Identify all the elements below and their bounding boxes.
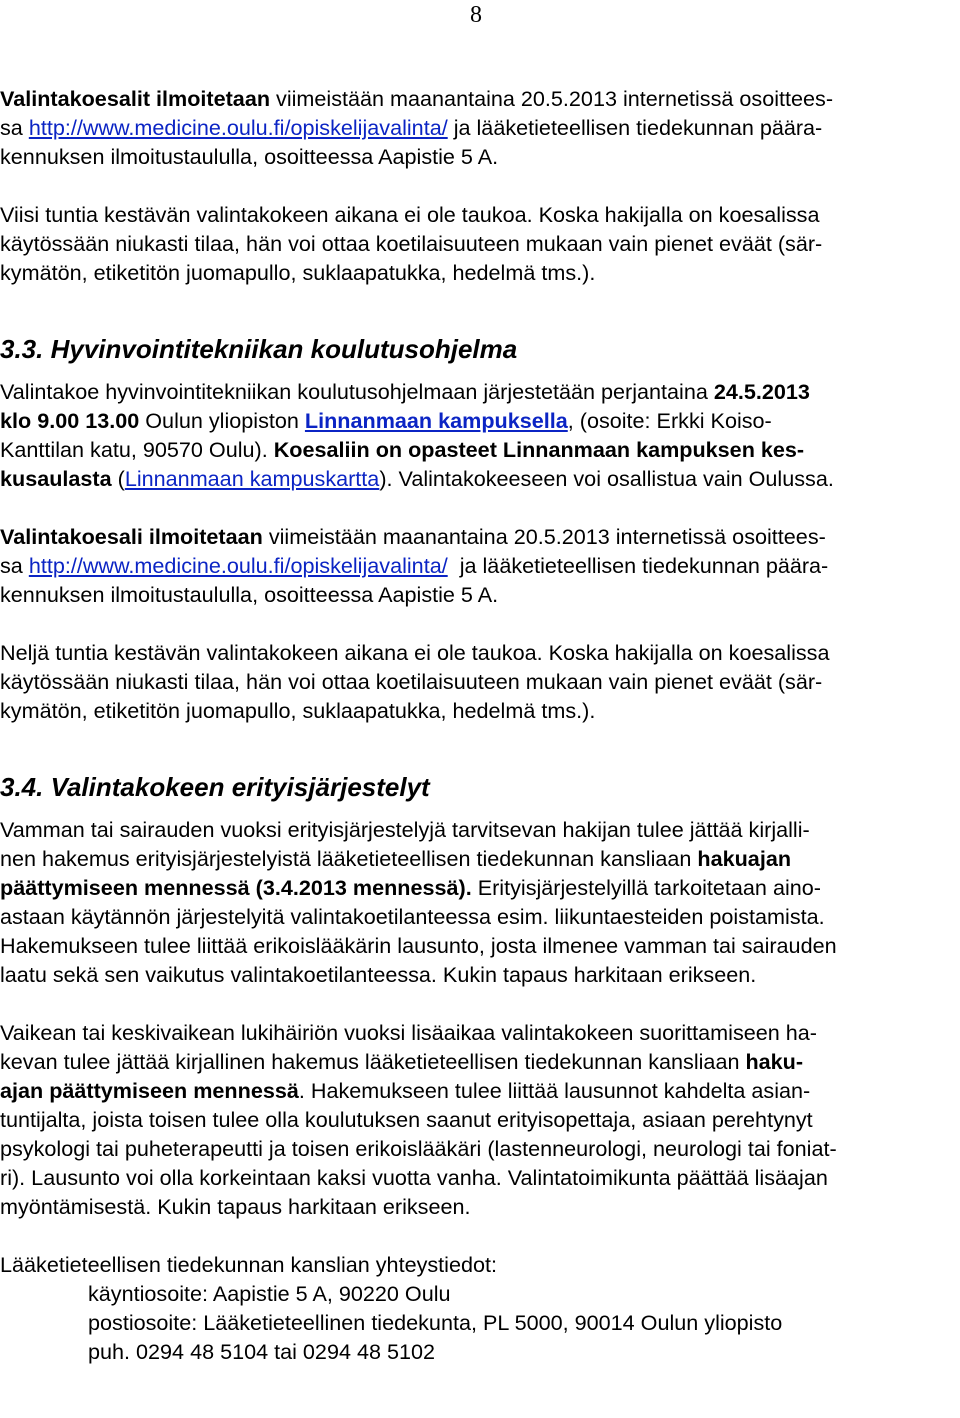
bold-text: haku-	[745, 1049, 804, 1074]
paragraph-line: laatu sekä sen vaikutus valintakoetilanteessa. Kukin tapaus harkitaan erikseen.	[0, 962, 757, 987]
bold-text: 24.5.2013	[713, 379, 810, 404]
bold-text: päättymiseen mennessä (3.4.2013 mennessä).	[0, 875, 472, 900]
paragraph-line: Vamman tai sairauden vuoksi erityisjärjestelyjä tarvitsevan hakijan tulee jättää kirjalli-	[0, 817, 810, 842]
spacer	[0, 1221, 960, 1250]
text: Valintakoe hyvinvointitekniikan koulutusohjelmaan järjestetään perjantaina	[0, 379, 714, 404]
paragraph-line	[0, 522, 960, 551]
text: nen hakemus erityisjärjestelyistä lääketieteellisen tiedekunnan kansliaan	[0, 846, 698, 871]
section-heading-3-4: 3.4. Valintakokeen erityisjärjestelyt	[0, 772, 430, 802]
bold-text: ajan päättymiseen mennessä	[0, 1078, 299, 1103]
paragraph-line	[0, 1047, 960, 1076]
section-heading-3-3: 3.3. Hyvinvointitekniikan koulutusohjelma	[0, 334, 518, 364]
bold-text: kusaulasta	[0, 466, 112, 491]
paragraph-line	[0, 551, 960, 580]
contact-title: Lääketieteellisen tiedekunnan kanslian yhteystiedot:	[0, 1252, 497, 1277]
paragraph-line	[0, 435, 960, 464]
paragraph-line: psykologi tai puheterapeutti ja toisen erikoislääkäri (lastenneurologi, neurologi tai foniat-	[0, 1136, 837, 1161]
spacer	[0, 803, 960, 815]
paragraph-line: kennuksen ilmoitustaululla, osoitteessa Aapistie 5 A.	[0, 144, 499, 169]
admissions-link[interactable]: http://www.medicine.oulu.fi/opiskelijavalinta/	[28, 553, 448, 578]
paragraph-line: ri). Lausunto voi olla korkeintaan kaksi vuotta vanha. Valintatoimikunta päättää lisäajan	[0, 1165, 828, 1190]
text: . Hakemukseen tulee liittää lausunnot kahdelta asian-	[298, 1078, 811, 1103]
wellbeing-tech-exam-paragraph	[0, 377, 960, 493]
paragraph-line: astaan käytännön järjestelyitä valintakoetilanteessa esim. liikuntaesteiden poistamista.	[0, 904, 825, 929]
spacer	[0, 287, 960, 333]
text: Kanttilan katu, 90570 Oulu).	[0, 437, 274, 462]
paragraph-line: käytössään niukasti tilaa, hän voi ottaa koetilaisuuteen mukaan vain pienet eväät (sär-	[0, 231, 823, 256]
bold-text: klo 9.00 13.00	[0, 408, 140, 433]
paragraph-line	[0, 84, 960, 113]
spacer	[0, 609, 960, 638]
text: Erityisjärjestelyillä tarkoitetaan aino-	[471, 875, 821, 900]
exam-hall-notice-paragraph	[0, 84, 960, 171]
text: (	[111, 466, 125, 491]
visiting-address: käyntiosoite: Aapistie 5 A, 90220 Oulu	[88, 1281, 451, 1306]
paragraph-line	[0, 1076, 960, 1105]
paragraph-line: kennuksen ilmoitustaululla, osoitteessa Aapistie 5 A.	[0, 582, 499, 607]
paragraph-line	[0, 873, 960, 902]
special-arrangements-paragraph	[0, 815, 960, 989]
bold-text: hakuajan	[697, 846, 792, 871]
text: viimeistään maanantaina 20.5.2013 internetissä osoittees-	[262, 524, 826, 549]
paragraph-line: Vaikean tai keskivaikean lukihäiriön vuoksi lisäaikaa valintakokeen suorittamiseen ha-	[0, 1020, 817, 1045]
spacer	[0, 989, 960, 1018]
paragraph-line: Hakemukseen tulee liittää erikoislääkärin lausunto, josta ilmenee vamman tai sairauden	[0, 933, 837, 958]
exam-duration-paragraph-2	[0, 638, 960, 725]
dyslexia-paragraph	[0, 1018, 960, 1221]
bold-text: Koesaliin on opasteet Linnanmaan kampuksen kes-	[273, 437, 805, 462]
contact-info	[0, 1250, 960, 1366]
text: ja lääketieteellisen tiedekunnan päära-	[447, 553, 829, 578]
paragraph-line: kymätön, etiketitön juomapullo, suklaapatukka, hedelmä tms.).	[0, 260, 596, 285]
paragraph-line	[0, 464, 960, 493]
spacer	[0, 171, 960, 200]
paragraph-line	[0, 844, 960, 873]
paragraph-line: myöntämisestä. Kukin tapaus harkitaan erikseen.	[0, 1194, 471, 1219]
paragraph-line: tuntijalta, joista toisen tulee olla koulutuksen saanut erityisopettaja, asiaan perehtynyt	[0, 1107, 813, 1132]
text: sa	[0, 553, 29, 578]
document-body	[0, 84, 960, 1366]
text: viimeistään maanantaina 20.5.2013 internetissä osoittees-	[270, 86, 834, 111]
spacer	[0, 725, 960, 771]
text: kevan tulee jättää kirjallinen hakemus lääketieteellisen tiedekunnan kansliaan	[0, 1049, 746, 1074]
paragraph-line: kymätön, etiketitön juomapullo, suklaapatukka, hedelmä tms.).	[0, 698, 596, 723]
exam-hall-notice-paragraph-2	[0, 522, 960, 609]
admissions-link[interactable]: http://www.medicine.oulu.fi/opiskelijavalinta/	[28, 115, 448, 140]
phone-numbers: puh. 0294 48 5104 tai 0294 48 5102	[88, 1339, 436, 1364]
spacer	[0, 493, 960, 522]
text: ). Valintakokeeseen voi osallistua vain Oulussa.	[379, 466, 834, 491]
paragraph-line	[0, 113, 960, 142]
paragraph-line: käytössään niukasti tilaa, hän voi ottaa koetilaisuuteen mukaan vain pienet eväät (sär-	[0, 669, 823, 694]
bold-text: Valintakoesalit ilmoitetaan	[0, 86, 271, 111]
spacer	[0, 365, 960, 377]
text: , (osoite: Erkki Koiso-	[567, 408, 772, 433]
page-number: 8	[470, 2, 482, 28]
postal-address: postiosoite: Lääketieteellinen tiedekunta, PL 5000, 90014 Oulun yliopisto	[88, 1310, 783, 1335]
paragraph-line: Viisi tuntia kestävän valintakokeen aikana ei ole taukoa. Koska hakijalla on koesalissa	[0, 202, 820, 227]
linnanmaa-campus-link[interactable]: Linnanmaan kampuksella	[304, 408, 568, 433]
paragraph-line	[0, 406, 960, 435]
paragraph-line: Neljä tuntia kestävän valintakokeen aikana ei ole taukoa. Koska hakijalla on koesalissa	[0, 640, 830, 665]
text: sa	[0, 115, 29, 140]
bold-text: Valintakoesali ilmoitetaan	[0, 524, 263, 549]
exam-duration-paragraph	[0, 200, 960, 287]
text: ja lääketieteellisen tiedekunnan päära-	[447, 115, 823, 140]
campus-map-link[interactable]: Linnanmaan kampuskartta	[124, 466, 380, 491]
paragraph-line	[0, 377, 960, 406]
text: Oulun yliopiston	[139, 408, 305, 433]
